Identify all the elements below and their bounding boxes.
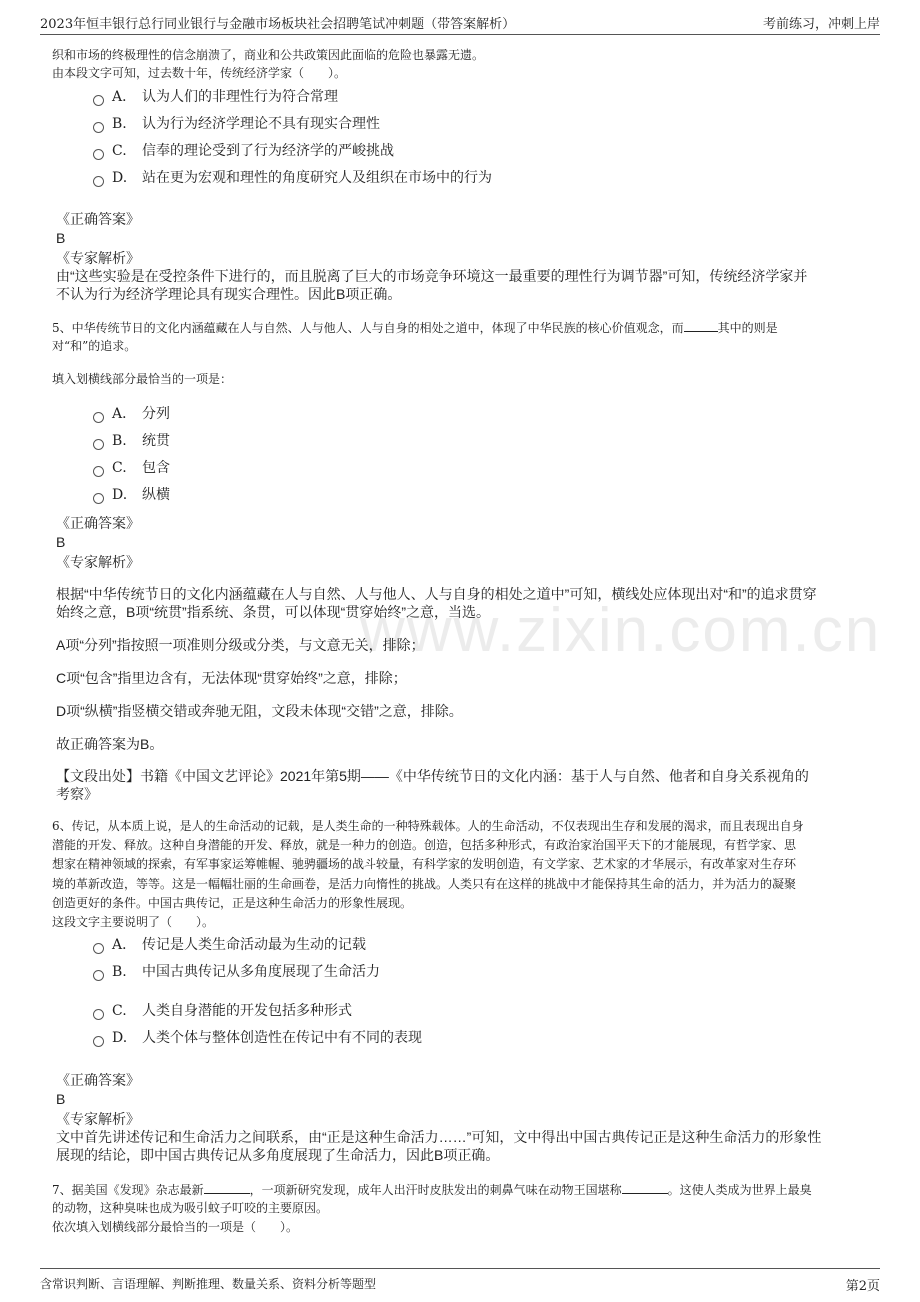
q5-prompt: 填入划横线部分最恰当的一项是：	[52, 372, 233, 386]
radio-icon[interactable]	[93, 943, 104, 954]
q5-option-b[interactable]: B. 统贯	[93, 431, 170, 451]
radio-icon[interactable]	[93, 1009, 104, 1020]
q5-conclusion: 故正确答案为B。	[56, 736, 164, 752]
q4-answer: B	[56, 230, 66, 246]
q4-analysis-line-1: 由“这些实验是在受控条件下进行的，而且脱离了巨大的市场竞争环境这一最重要的理性行为调节器”可知，传统经济学家并	[56, 268, 808, 284]
fill-blank	[684, 319, 718, 332]
q6-option-a[interactable]: A． 传记是人类生命活动最为生动的记载	[93, 935, 366, 955]
radio-icon[interactable]	[93, 1036, 104, 1047]
radio-icon[interactable]	[93, 149, 104, 160]
page-number: 第2页	[845, 1279, 880, 1294]
q4-analysis-label: 《专家解析》	[56, 250, 140, 266]
q6-option-c[interactable]: C. 人类自身潜能的开发包括多种形式	[93, 1001, 352, 1021]
q7-stem-line-1: 7、据美国《发现》杂志最新 ，一项新研究发现，成年人出汗时皮肤发出的刺鼻气味在动物王国堪称 。这使人类成为世界上最臭	[52, 1183, 812, 1197]
q6-stem-line-1: 6、传记，从本质上说，是人的生命活动的记载，是人类生命的一种特殊载体。人的生命活动，不仅表现出生存和发展的渴求，而且表现出自身	[52, 819, 804, 833]
radio-icon[interactable]	[93, 95, 104, 106]
radio-icon[interactable]	[93, 466, 104, 477]
q7-prompt: 依次填入划横线部分最恰当的一项是（ ）。	[52, 1220, 299, 1234]
q5-analysis-line-2: 始终之意，B项“统贯”指系统、条贯，可以体现“贯穿始终”之意，当选。	[56, 604, 490, 620]
q5-option-a-note: A项“分列”指按照一项准则分级或分类，与文意无关，排除；	[56, 637, 425, 653]
watermark: www.zixin.com.cn	[360, 596, 882, 665]
q5-source-line-2: 考察》	[56, 786, 98, 802]
q5-option-a[interactable]: A． 分列	[93, 404, 170, 424]
q5-answer: B	[56, 534, 66, 550]
q6-stem-line-6: 这段文字主要说明了（ ）。	[52, 915, 215, 929]
radio-icon[interactable]	[93, 493, 104, 504]
q6-answer: B	[56, 1091, 66, 1107]
footer-categories: 含常识判断、言语理解、判断推理、数量关系、资料分析等题型	[40, 1277, 377, 1291]
q6-option-d[interactable]: D. 人类个体与整体创造性在传记中有不同的表现	[93, 1028, 422, 1048]
q5-option-d-note: D项“纵横”指竖横交错或奔驰无阻，文段未体现“交错”之意，排除。	[56, 703, 463, 719]
q4-analysis-line-2: 不认为行为经济学理论具有现实合理性。因此B项正确。	[56, 286, 402, 302]
q5-stem-line-2: 对“和”的追求。	[52, 339, 137, 353]
q6-option-b[interactable]: B. 中国古典传记从多角度展现了生命活力	[93, 962, 380, 982]
radio-icon[interactable]	[93, 122, 104, 133]
q6-stem-line-4: 境的革新改造，等等。这是一幅幅壮丽的生命画卷，是活力向惰性的挑战。人类只有在这样的挑战中才能保持其生命的活力，并为活力的凝聚	[52, 877, 797, 891]
q4-option-a[interactable]: A． 认为人们的非理性行为符合常理	[93, 87, 338, 107]
q5-source-line-1: 【文段出处】书籍《中国文艺评论》2021年第5期——《中华传统节日的文化内涵：基于人与自然、他者和自身关系视角的	[56, 768, 809, 784]
page-footer	[40, 1268, 880, 1295]
q6-analysis-label: 《专家解析》	[56, 1111, 140, 1127]
q5-option-d[interactable]: D. 纵横	[93, 485, 170, 505]
q7-stem-line-2: 的动物，这种臭味也成为吸引蚊子叮咬的主要原因。	[52, 1201, 329, 1215]
q4-option-c[interactable]: C. 信奉的理论受到了行为经济学的严峻挑战	[93, 141, 394, 161]
q5-stem-line-1: 5、中华传统节日的文化内涵蕴藏在人与自然、人与他人、人与自身的相处之道中，体现了中华民族的核心价值观念，而 其中的则是	[52, 321, 778, 335]
q5-option-c[interactable]: C. 包含	[93, 458, 170, 478]
q4-answer-label: 《正确答案》	[56, 211, 140, 227]
q5-option-c-note: C项“包含”指里边含有，无法体现“贯穿始终”之意，排除；	[56, 670, 407, 686]
q6-analysis-line-2: 展现的结论，即中国古典传记从多角度展现了生命活力，因此B项正确。	[56, 1147, 500, 1163]
radio-icon[interactable]	[93, 412, 104, 423]
page-header	[40, 10, 880, 35]
q6-stem-line-2: 潜能的开发、释放。这种自身潜能的开发、释放，就是一种力的创造。创造，包括多种形式，有政治家治国平天下的才能展现，有哲学家、思	[52, 838, 797, 852]
radio-icon[interactable]	[93, 439, 104, 450]
q4-option-b[interactable]: B. 认为行为经济学理论不具有现实合理性	[93, 114, 380, 134]
q4-passage-tail: 织和市场的终极理性的信念崩溃了，商业和公共政策因此面临的危险也暴露无遗。	[52, 48, 485, 62]
q5-analysis-line-1: 根据“中华传统节日的文化内涵蕴藏在人与自然、人与他人、人与自身的相处之道中”可知，横线处应体现出对“和”的追求贯穿	[56, 586, 817, 602]
q6-answer-label: 《正确答案》	[56, 1072, 140, 1088]
q5-analysis-label: 《专家解析》	[56, 554, 140, 570]
q5-answer-label: 《正确答案》	[56, 515, 140, 531]
q4-option-d[interactable]: D. 站在更为宏观和理性的角度研究人及组织在市场中的行为	[93, 168, 492, 188]
q6-stem-line-5: 创造更好的条件。中国古典传记，正是这种生命活力的形象性展现。	[52, 896, 413, 910]
q4-stem: 由本段文字可知，过去数十年，传统经济学家（ ）。	[52, 66, 347, 80]
radio-icon[interactable]	[93, 176, 104, 187]
fill-blank	[204, 1181, 250, 1194]
document-title: 2023年恒丰银行总行同业银行与金融市场板块社会招聘笔试冲刺题（带答案解析）	[40, 17, 516, 32]
q6-stem-line-3: 想家在精神领域的探索，有军事家运筹帷幄、驰骋疆场的战斗较量，有科学家的发明创造，有文学家、艺术家的才华展示，有改革家对生存环	[52, 857, 797, 871]
q6-analysis-line-1: 文中首先讲述传记和生命活力之间联系，由“正是这种生命活力……”可知，文中得出中国古典传记正是这种生命活力的形象性	[56, 1129, 822, 1145]
header-tagline: 考前练习，冲刺上岸	[762, 17, 880, 32]
radio-icon[interactable]	[93, 970, 104, 981]
fill-blank	[622, 1181, 668, 1194]
